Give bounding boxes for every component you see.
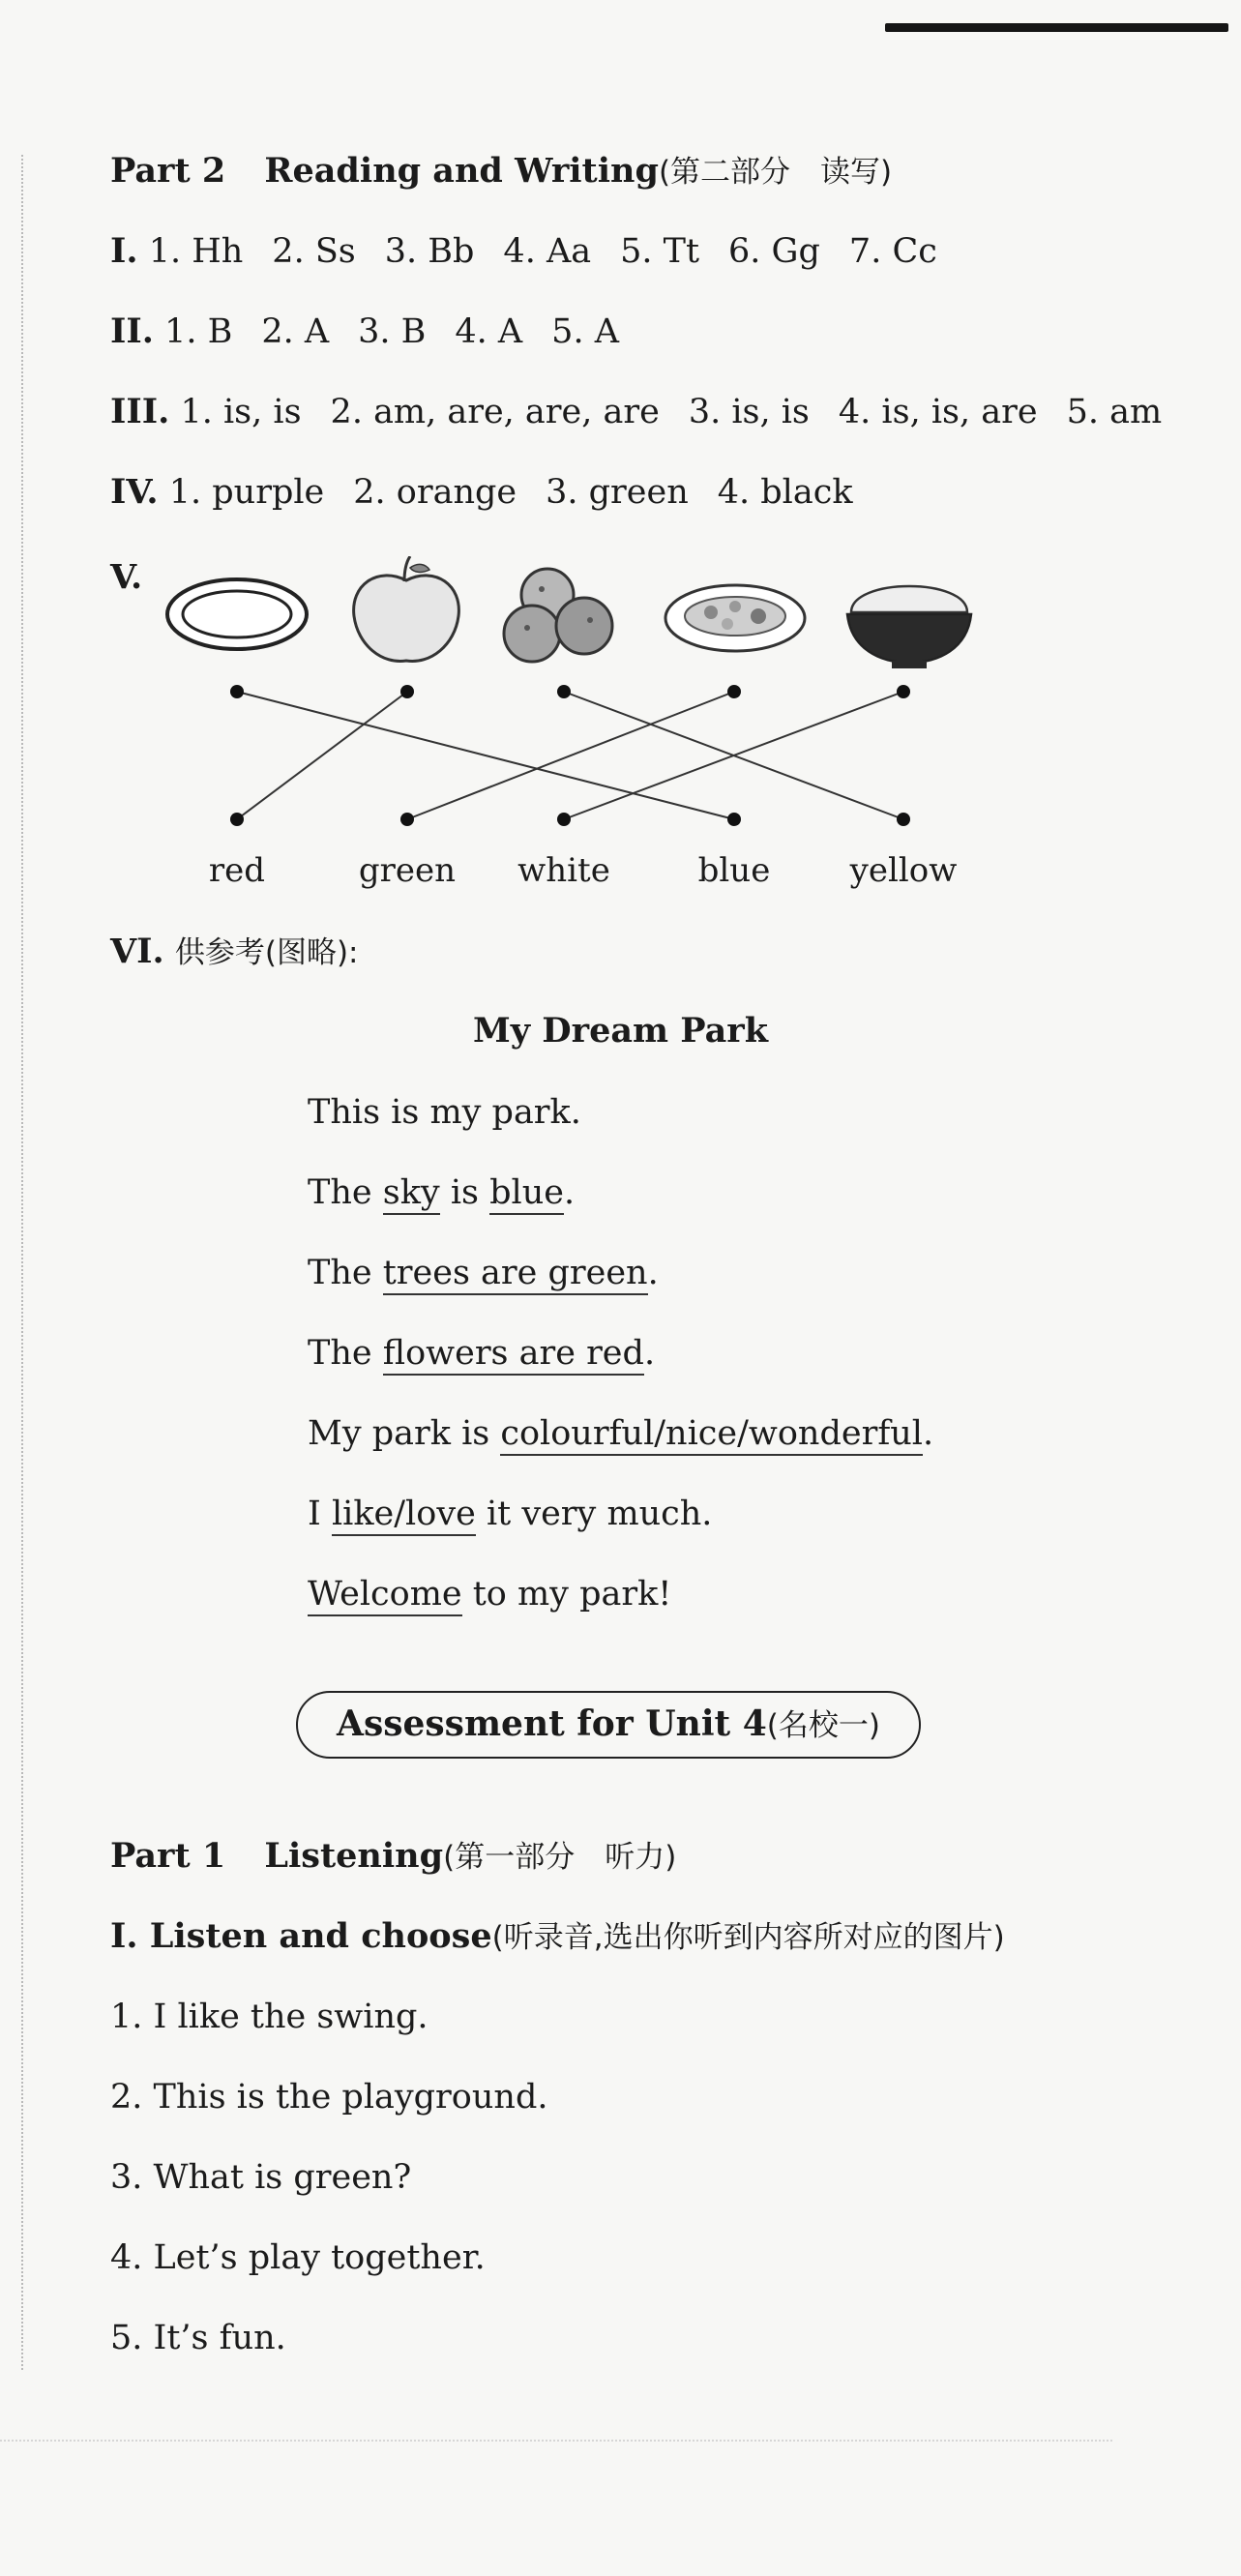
section-3: [110, 391, 1162, 433]
section-2-label: II.: [110, 311, 154, 351]
section-2: [110, 311, 619, 353]
part1-title-cn: (第一部分 听力): [443, 1840, 677, 1875]
answer-item: 5. am: [1066, 393, 1163, 431]
essay-text: I: [308, 1495, 332, 1533]
match-dot: [557, 685, 571, 698]
answer-item: 5. A: [551, 312, 619, 351]
answer-item: 1. Hh: [148, 232, 244, 271]
plate-icon: [167, 579, 307, 649]
essay-line: [308, 1332, 655, 1375]
color-label-blue: blue: [697, 851, 771, 890]
section-6-label: VI.: [110, 932, 164, 971]
listen-item: 1. I like the swing.: [110, 1998, 428, 2036]
essay-text: is: [439, 1173, 490, 1212]
essay-text: to my park!: [461, 1575, 672, 1614]
answer-item: 7. Cc: [848, 232, 937, 271]
apple-icon: [354, 556, 459, 662]
section-4: [110, 471, 853, 514]
answer-item: 1. purple: [168, 473, 325, 512]
match-dot: [727, 685, 741, 698]
listen-label: I. Listen and choose: [110, 1916, 492, 1956]
top-rule: [885, 23, 1228, 32]
answer-item: 3. Bb: [384, 232, 475, 271]
match-line: [237, 692, 734, 819]
essay-line: [308, 1573, 671, 1615]
dish-icon: [665, 585, 805, 651]
essay-line: [308, 1252, 659, 1294]
section-6-note: 供参考(图略):: [174, 935, 359, 970]
assessment-title: Assessment for Unit 4: [337, 1703, 767, 1744]
answer-item: 4. A: [455, 312, 523, 351]
match-dot: [230, 685, 244, 698]
essay-text: My park is: [308, 1414, 501, 1453]
listen-item: 3. What is green?: [110, 2158, 412, 2197]
answer-item: 2. Ss: [272, 232, 356, 271]
match-dot: [897, 813, 910, 826]
assessment-title-box: [296, 1691, 921, 1759]
match-line: [237, 692, 407, 819]
listen-item: 5. It’s fun.: [110, 2319, 286, 2357]
answer-item: 2. A: [261, 312, 330, 351]
essay-line: [308, 1171, 575, 1214]
part2-title-en: Reading and Writing: [264, 151, 659, 191]
section-4-label: IV.: [110, 472, 159, 512]
binding-margin: [21, 155, 23, 2370]
part1-title-en: Listening: [264, 1836, 444, 1876]
essay-text: The: [308, 1254, 383, 1292]
essay-text: .: [563, 1173, 576, 1212]
essay-text: .: [923, 1414, 934, 1453]
section-1-label: I.: [110, 231, 138, 271]
rice-bowl-icon: [847, 586, 971, 668]
answer-item: 5. Tt: [620, 232, 700, 271]
color-label-white: white: [517, 851, 610, 890]
essay-answer: colourful/nice/wonderful: [500, 1414, 923, 1456]
color-label-green: green: [358, 851, 457, 890]
essay-line: [308, 1493, 712, 1535]
answer-item: 1. is, is: [180, 393, 302, 431]
essay-title: My Dream Park: [473, 1011, 768, 1051]
match-dot: [400, 813, 414, 826]
section-5-label: V.: [110, 557, 143, 597]
answer-item: 4. black: [717, 473, 853, 512]
match-line: [407, 692, 734, 819]
section-1: [110, 230, 937, 273]
essay-text: The: [308, 1173, 383, 1212]
answer-item: 4. is, is, are: [838, 393, 1038, 431]
section-3-label: III.: [110, 392, 170, 431]
answer-item: 3. green: [546, 473, 689, 512]
part2-title-cn: (第二部分 读写): [658, 155, 893, 190]
essay-answer: trees are green: [383, 1254, 648, 1295]
essay-answer: flowers are red: [383, 1334, 644, 1376]
essay-line: [308, 1412, 933, 1455]
listen-item: 2. This is the playground.: [110, 2078, 548, 2117]
bottom-rule: [0, 2440, 1112, 2442]
essay-answer: blue: [489, 1173, 564, 1215]
match-dot: [557, 813, 571, 826]
essay-text: it very much.: [475, 1495, 713, 1533]
match-dot: [230, 813, 244, 826]
assessment-title-cn: (名校一): [766, 1708, 880, 1743]
answer-item: 2. am, are, are, are: [330, 393, 660, 431]
color-label-yellow: yellow: [849, 851, 958, 890]
answer-item: 3. B: [358, 312, 427, 351]
match-lines: [237, 692, 903, 819]
match-dot: [400, 685, 414, 698]
essay-answer: sky: [383, 1173, 440, 1215]
essay-text: This is my park.: [308, 1093, 581, 1132]
answer-item: 4. Aa: [503, 232, 592, 271]
answer-item: 6. Gg: [728, 232, 820, 271]
essay-line: [308, 1091, 581, 1134]
listen-heading: [110, 1915, 1005, 1959]
match-dot: [727, 813, 741, 826]
answer-item: 2. orange: [353, 473, 517, 512]
essay-answer: like/love: [332, 1495, 476, 1536]
part2-title: Part 2: [110, 151, 226, 191]
color-label-red: red: [208, 851, 266, 890]
essay-text: .: [647, 1254, 659, 1292]
match-dot: [897, 685, 910, 698]
answer-item: 3. is, is: [688, 393, 810, 431]
answer-item: 1. B: [164, 312, 233, 351]
part2-heading: [110, 150, 892, 193]
section-6: [110, 931, 359, 974]
essay-text: .: [643, 1334, 656, 1373]
potatoes-icon: [504, 569, 612, 662]
listen-item: 4. Let’s play together.: [110, 2238, 486, 2277]
part1-heading: [110, 1835, 676, 1879]
essay-text: The: [308, 1334, 383, 1373]
part1-title: Part 1: [110, 1836, 226, 1876]
matching-diagram: [0, 556, 1241, 904]
essay-answer: Welcome: [308, 1575, 462, 1616]
listen-instruction: (听录音,选出你听到内容所对应的图片): [491, 1920, 1005, 1955]
